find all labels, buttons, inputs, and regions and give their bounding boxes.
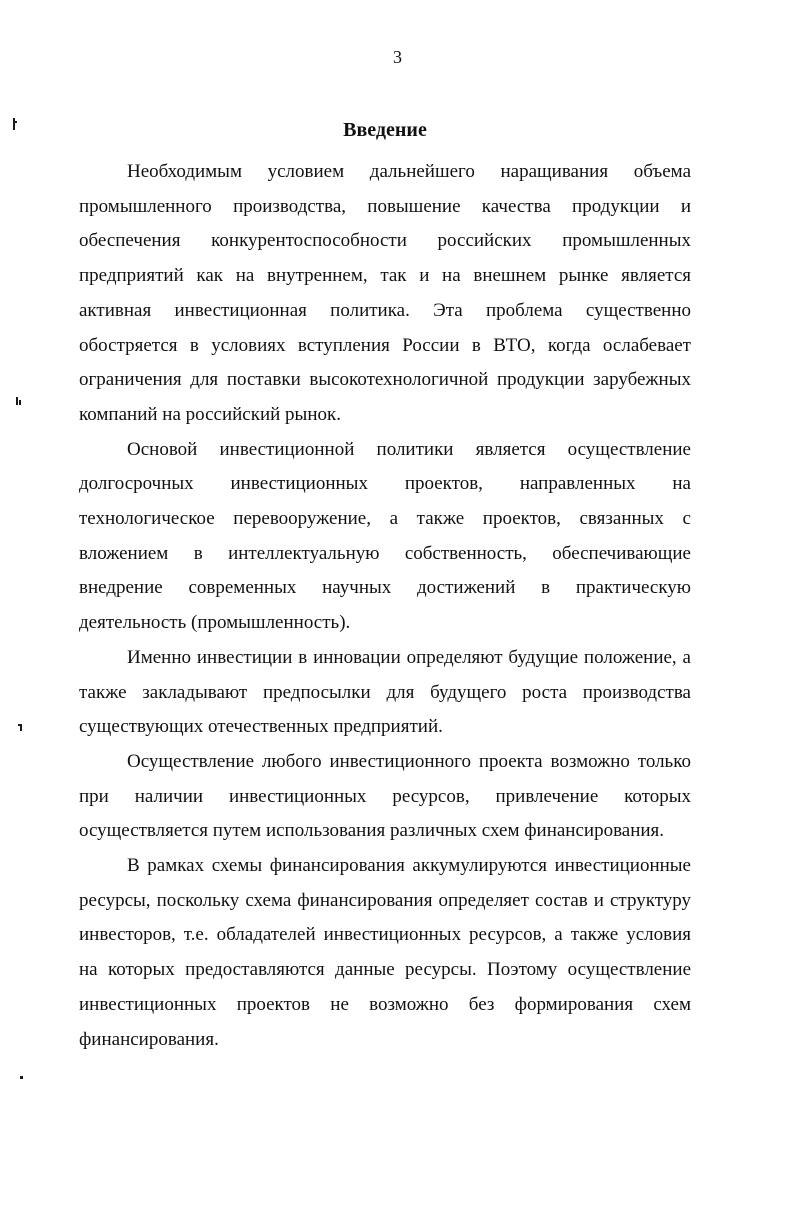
scan-mark (16, 397, 22, 406)
paragraph: Необходимым условием дальнейшего наращивания объема промышленного производства, повышение качества продукции и обеспечения конкурентоспособности российских промышленных предприятий как на внутреннем, так и на внешнем рынке является активная инвестиционная политика. Эта проблема существенно обостряется в условиях вступления России в ВТО, когда ослабевает ограничения для поставки высокотехнологичной продукции зарубежных компаний на российский рынок. (79, 161, 691, 425)
paragraph: Основой инвестиционной политики является осуществление долгосрочных инвестиционных проектов, направленных на технологическое перевооружение, а также проектов, связанных с вложением в интеллектуальную собственность, обеспечивающие внедрение современных научных достижений в практическую деятельность (промышленность). (79, 438, 691, 634)
page-number: 3 (393, 47, 402, 67)
page-title: Введение (343, 119, 427, 141)
paragraph: Осуществление любого инвестиционного проекта возможно только при наличии инвестиционных ресурсов, привлечение которых осуществляется путем использования различных схем финансирования. (79, 750, 691, 842)
scan-mark (20, 1076, 23, 1079)
scan-mark (12, 118, 16, 131)
scan-mark (18, 724, 23, 732)
paragraph: Именно инвестиции в инновации определяют будущие положение, а также закладывают предпосылки для будущего роста производства существующих отечественных предприятий. (79, 646, 691, 738)
body-text (79, 155, 691, 1057)
paragraph: В рамках схемы финансирования аккумулируются инвестиционные ресурсы, поскольку схема финансирования определяет состав и структуру инвесторов, т.е. обладателей инвестиционных ресурсов, а также условия на которых предоставляются данные ресурсы. Поэтому осуществление инвестиционных проектов не возможно без формирования схем финансирования. (79, 855, 691, 1050)
